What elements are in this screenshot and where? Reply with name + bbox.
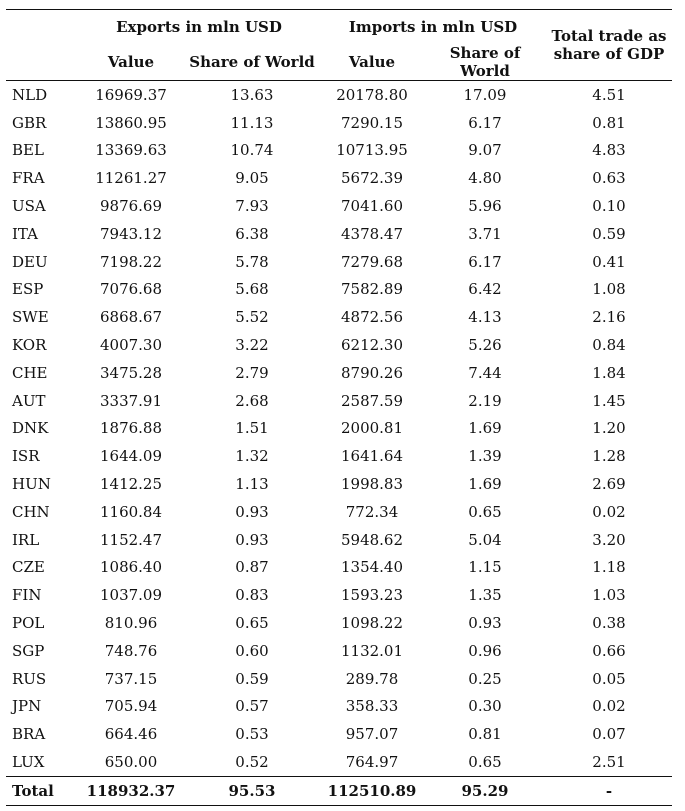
trade-gdp-share-cell: 1.20 [592,419,626,438]
imports-value-cell: 7279.68 [340,252,404,271]
imports-share-cell: 1.69 [468,475,502,494]
exports-share-cell: 3.22 [235,336,269,355]
table-row [6,248,672,276]
imports-value-cell: 1132.01 [340,641,404,660]
imports-share-cell: 0.65 [468,753,502,772]
country-code-cell: CHN [12,502,50,521]
imports-share-cell: 4.13 [468,308,502,327]
exports-value-cell: 1412.25 [99,475,163,494]
country-code-cell: JPN [12,697,42,716]
table-row [6,109,672,137]
trade-gdp-share-cell: 0.02 [592,502,626,521]
imports-share-cell: 1.35 [468,586,502,605]
exports-share-cell: 0.57 [235,697,269,716]
imports-share-cell: 0.30 [468,697,502,716]
country-code-cell: USA [12,197,46,216]
exports-share-cell: 9.05 [235,169,269,188]
country-code-cell: CZE [12,558,45,577]
trade-gdp-share-cell: 0.84 [592,336,626,355]
trade-gdp-share-cell: 2.51 [592,753,626,772]
imports-share-header: Share of World [424,44,546,81]
total-imports-share-cell: 95.29 [424,776,546,805]
exports-share-cell: 1.13 [235,475,269,494]
trade-gdp-share-cell: 0.07 [592,725,626,744]
table-row [6,81,672,109]
imports-value-cell: 7290.15 [340,113,404,132]
exports-value-cell: 3337.91 [99,391,163,410]
imports-share-cell: 0.65 [468,502,502,521]
table-row [6,415,672,443]
exports-value-cell: 11261.27 [95,169,167,188]
imports-value-cell: 7041.60 [340,197,404,216]
imports-group-header: Imports in mln USD [348,18,518,36]
trade-gdp-share-cell: 1.08 [592,280,626,299]
exports-value-cell: 13369.63 [95,141,167,160]
table-row [6,665,672,693]
table-row [6,220,672,248]
exports-share-cell: 11.13 [230,113,274,132]
imports-share-cell: 4.80 [468,169,502,188]
trade-gdp-share-cell: 0.59 [592,224,626,243]
total-imports-value-cell: 112510.89 [320,776,424,805]
table-row [6,387,672,415]
exports-share-cell: 1.32 [235,447,269,466]
imports-share-cell: 5.04 [468,530,502,549]
table-row [6,137,672,165]
exports-share-cell: 10.74 [230,141,274,160]
exports-value-cell: 650.00 [104,753,158,772]
exports-share-cell: 0.59 [235,669,269,688]
exports-value-cell: 705.94 [104,697,158,716]
imports-share-cell: 2.19 [468,391,502,410]
imports-share-cell: 5.26 [468,336,502,355]
imports-value-cell: 957.07 [345,725,399,744]
imports-share-cell: 17.09 [463,85,507,104]
exports-value-cell: 4007.30 [99,336,163,355]
exports-share-cell: 0.52 [235,753,269,772]
trade-gdp-share-cell: 1.45 [592,391,626,410]
exports-value-cell: 7943.12 [99,224,163,243]
table-row [6,693,672,721]
imports-value-cell: 2000.81 [340,419,404,438]
exports-share-cell: 5.52 [235,308,269,327]
trade-gdp-share-cell: 4.83 [592,141,626,160]
imports-value-cell: 2587.59 [340,391,404,410]
country-code-cell: AUT [12,391,46,410]
country-code-cell: BRA [12,725,46,744]
exports-share-cell: 6.38 [235,224,269,243]
country-code-cell: DNK [12,419,49,438]
imports-share-cell: 0.93 [468,614,502,633]
trade-gdp-share-cell: 2.16 [592,308,626,327]
imports-value-cell: 6212.30 [340,336,404,355]
exports-share-cell: 2.68 [235,391,269,410]
imports-value-cell: 1641.64 [340,447,404,466]
imports-share-cell: 1.15 [468,558,502,577]
country-code-cell: FRA [12,169,45,188]
country-code-cell: KOR [12,336,47,355]
imports-value-cell: 4378.47 [340,224,404,243]
imports-share-cell: 1.39 [468,447,502,466]
trade-gdp-share-cell: 1.84 [592,363,626,382]
imports-share-cell: 6.42 [468,280,502,299]
exports-group-header: Exports in mln USD [116,18,282,36]
country-code-cell: SWE [12,308,49,327]
imports-value-cell: 10713.95 [336,141,408,160]
exports-value-cell: 1876.88 [99,419,163,438]
exports-share-cell: 5.68 [235,280,269,299]
country-code-cell: POL [12,614,45,633]
exports-value-cell: 664.46 [104,725,158,744]
trade-gdp-share-cell: 4.51 [592,85,626,104]
country-code-cell: LUX [12,753,45,772]
exports-share-cell: 0.53 [235,725,269,744]
trade-gdp-share-cell: 0.38 [592,614,626,633]
table-row [6,637,672,665]
exports-share-cell: 1.51 [235,419,269,438]
table-row [6,470,672,498]
trade-gdp-share-cell: 1.18 [592,558,626,577]
exports-value-cell: 7076.68 [99,280,163,299]
imports-share-cell: 1.69 [468,419,502,438]
total-exports-value-cell: 118932.37 [78,776,184,805]
table-row [6,748,672,776]
exports-share-cell: 5.78 [235,252,269,271]
country-code-cell: BEL [12,141,44,160]
trade-gdp-share-cell: 0.81 [592,113,626,132]
table-row [6,581,672,609]
exports-value-cell: 7198.22 [99,252,163,271]
imports-value-cell: 5672.39 [340,169,404,188]
exports-value-cell: 1086.40 [99,558,163,577]
exports-value-cell: 737.15 [104,669,158,688]
imports-share-cell: 6.17 [468,113,502,132]
trade-gdp-share-cell: 0.05 [592,669,626,688]
total-trade-header-line2: share of GDP [553,45,665,63]
imports-value-cell: 1998.83 [340,475,404,494]
table-row [6,720,672,748]
imports-value-cell: 1098.22 [340,614,404,633]
imports-value-cell: 1593.23 [340,586,404,605]
country-code-cell: RUS [12,669,47,688]
trade-gdp-share-cell: 0.41 [592,252,626,271]
exports-share-cell: 0.83 [235,586,269,605]
imports-value-header: Value [320,44,424,81]
imports-value-cell: 5948.62 [340,530,404,549]
exports-share-cell: 2.79 [235,363,269,382]
exports-value-cell: 16969.37 [95,85,167,104]
trade-table [6,9,672,806]
imports-share-cell: 0.96 [468,641,502,660]
exports-value-cell: 6868.67 [99,308,163,327]
imports-share-cell: 5.96 [468,197,502,216]
total-trade-header [546,10,672,81]
trade-gdp-share-cell: 1.28 [592,447,626,466]
imports-share-cell: 3.71 [468,224,502,243]
imports-value-cell: 764.97 [345,753,399,772]
exports-value-cell: 13860.95 [95,113,167,132]
country-code-cell: NLD [12,85,48,104]
header-corner [6,10,78,44]
exports-share-cell: 0.93 [235,502,269,521]
imports-value-cell: 20178.80 [336,85,408,104]
imports-value-cell: 1354.40 [340,558,404,577]
imports-value-cell: 8790.26 [340,363,404,382]
imports-share-cell: 0.25 [468,669,502,688]
exports-value-cell: 1152.47 [99,530,163,549]
total-trade-gdp-share-cell: - [546,776,672,805]
trade-gdp-share-cell: 3.20 [592,530,626,549]
trade-gdp-share-cell: 0.10 [592,197,626,216]
trade-gdp-share-cell: 0.02 [592,697,626,716]
table-row [6,331,672,359]
exports-share-cell: 7.93 [235,197,269,216]
trade-gdp-share-cell: 0.66 [592,641,626,660]
table-row [6,192,672,220]
exports-value-cell: 1644.09 [99,447,163,466]
trade-gdp-share-cell: 2.69 [592,475,626,494]
header-corner-sub [6,44,78,81]
country-code-cell: ISR [12,447,40,466]
exports-value-cell: 1160.84 [99,502,163,521]
imports-value-cell: 4872.56 [340,308,404,327]
exports-share-header: Share of World [184,44,320,81]
country-code-cell: FIN [12,586,42,605]
exports-value-cell: 1037.09 [99,586,163,605]
exports-value-cell: 748.76 [104,641,158,660]
table-row [6,609,672,637]
total-row [6,776,672,805]
imports-share-cell: 0.81 [468,725,502,744]
table-row [6,442,672,470]
exports-value-cell: 810.96 [104,614,158,633]
total-trade-header-line1: Total trade as [551,27,667,45]
total-exports-share-cell: 95.53 [184,776,320,805]
imports-share-cell: 9.07 [468,141,502,160]
country-code-cell: GBR [12,113,47,132]
table-row [6,498,672,526]
table-body [6,81,672,806]
exports-share-cell: 0.93 [235,530,269,549]
imports-value-cell: 7582.89 [340,280,404,299]
table-row [6,303,672,331]
country-code-cell: ESP [12,280,44,299]
country-code-cell: IRL [12,530,40,549]
exports-value-cell: 9876.69 [99,197,163,216]
exports-share-cell: 0.65 [235,614,269,633]
total-label-cell: Total [6,776,78,805]
country-code-cell: CHE [12,363,48,382]
country-code-cell: SGP [12,641,45,660]
exports-value-header: Value [78,44,184,81]
exports-share-cell: 0.87 [235,558,269,577]
country-code-cell: ITA [12,224,38,243]
imports-share-cell: 6.17 [468,252,502,271]
exports-share-cell: 0.60 [235,641,269,660]
table-row [6,526,672,554]
country-code-cell: DEU [12,252,48,271]
imports-share-cell: 7.44 [468,363,502,382]
table-row [6,359,672,387]
exports-share-cell: 13.63 [230,85,274,104]
trade-gdp-share-cell: 1.03 [592,586,626,605]
table-row [6,276,672,304]
table-row [6,554,672,582]
imports-value-cell: 358.33 [345,697,399,716]
trade-gdp-share-cell: 0.63 [592,169,626,188]
table-header [6,10,672,81]
exports-value-cell: 3475.28 [99,363,163,382]
imports-value-cell: 289.78 [345,669,399,688]
imports-value-cell: 772.34 [345,502,399,521]
country-code-cell: HUN [12,475,51,494]
table-row [6,164,672,192]
